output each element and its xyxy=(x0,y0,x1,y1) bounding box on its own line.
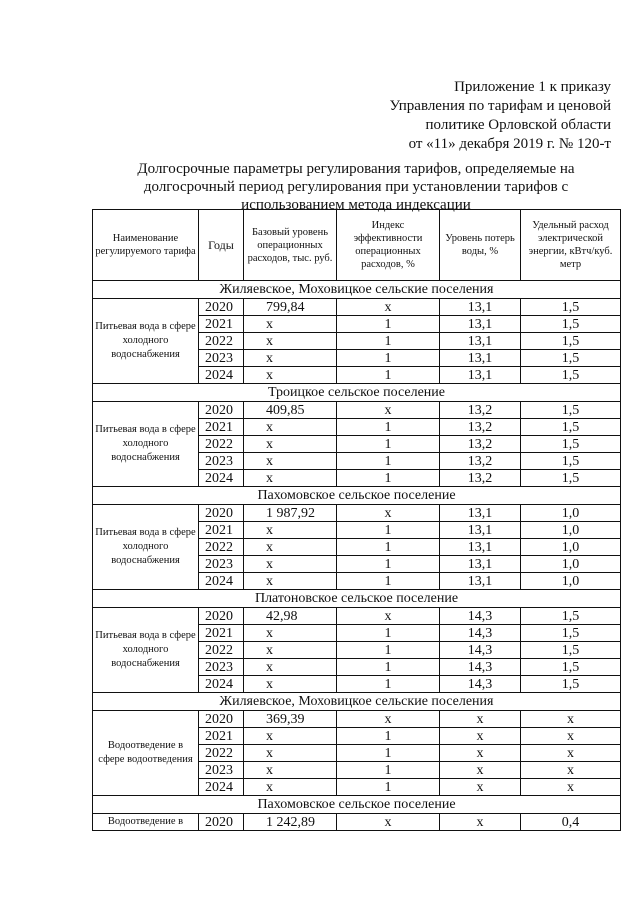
header-tariff-name: Наименование регулируемого тарифа xyxy=(93,210,199,281)
base-level-cell: х xyxy=(244,436,337,453)
document-title: Долгосрочные параметры регулирования тарифов, определяемые на долгосрочный период регулирования при установлении тарифов с использованием метода индексации xyxy=(137,161,575,213)
water-loss-cell: х xyxy=(440,779,521,796)
energy-cell: 1,5 xyxy=(521,419,621,436)
base-level-cell: х xyxy=(244,556,337,573)
section-title: Жиляевское, Моховицкое сельские поселения xyxy=(93,693,621,711)
base-level-cell: х xyxy=(244,659,337,676)
energy-cell: х xyxy=(521,728,621,745)
year-cell: 2024 xyxy=(199,779,244,796)
energy-cell: 1,5 xyxy=(521,625,621,642)
water-loss-cell: х xyxy=(440,711,521,728)
header-row xyxy=(93,210,621,281)
base-level-cell: х xyxy=(244,779,337,796)
year-cell: 2020 xyxy=(199,711,244,728)
water-loss-cell: 13,1 xyxy=(440,573,521,590)
efficiency-index-cell: 1 xyxy=(337,470,440,487)
efficiency-index-cell: 1 xyxy=(337,745,440,762)
base-level-cell: 369,39 xyxy=(244,711,337,728)
water-loss-cell: 14,3 xyxy=(440,625,521,642)
year-cell: 2022 xyxy=(199,745,244,762)
tariff-name-cell: Водоотведение в xyxy=(93,814,199,831)
energy-cell: 1,5 xyxy=(521,333,621,350)
year-cell: 2020 xyxy=(199,608,244,625)
appendix-line: политике Орловской области xyxy=(425,117,611,133)
section-title: Жиляевское, Моховицкое сельские поселения xyxy=(93,281,621,299)
energy-cell: 0,4 xyxy=(521,814,621,831)
energy-cell: 1,5 xyxy=(521,436,621,453)
year-cell: 2020 xyxy=(199,402,244,419)
efficiency-index-cell: 1 xyxy=(337,419,440,436)
efficiency-index-cell: х xyxy=(337,505,440,522)
year-cell: 2023 xyxy=(199,453,244,470)
energy-cell: х xyxy=(521,779,621,796)
efficiency-index-cell: х xyxy=(337,402,440,419)
appendix-block xyxy=(389,78,611,154)
year-cell: 2024 xyxy=(199,470,244,487)
water-loss-cell: 13,1 xyxy=(440,333,521,350)
appendix-line: Приложение 1 к приказу xyxy=(454,79,611,95)
energy-cell: 1,5 xyxy=(521,299,621,316)
year-cell: 2022 xyxy=(199,642,244,659)
water-loss-cell: 13,1 xyxy=(440,505,521,522)
water-loss-cell: х xyxy=(440,728,521,745)
year-cell: 2021 xyxy=(199,316,244,333)
appendix-line: Управления по тарифам и ценовой xyxy=(389,98,611,114)
year-cell: 2022 xyxy=(199,539,244,556)
water-loss-cell: 13,2 xyxy=(440,436,521,453)
section-header-row xyxy=(93,384,621,402)
base-level-cell: х xyxy=(244,625,337,642)
efficiency-index-cell: 1 xyxy=(337,539,440,556)
tariff-name-cell: Водоотведение в сфере водоотведения xyxy=(93,711,199,796)
efficiency-index-cell: 1 xyxy=(337,625,440,642)
water-loss-cell: 13,1 xyxy=(440,556,521,573)
energy-cell: 1,5 xyxy=(521,659,621,676)
efficiency-index-cell: 1 xyxy=(337,316,440,333)
year-cell: 2022 xyxy=(199,436,244,453)
base-level-cell: 1 242,89 xyxy=(244,814,337,831)
energy-cell: х xyxy=(521,745,621,762)
efficiency-index-cell: 1 xyxy=(337,367,440,384)
efficiency-index-cell: 1 xyxy=(337,350,440,367)
efficiency-index-cell: х xyxy=(337,711,440,728)
year-cell: 2020 xyxy=(199,505,244,522)
efficiency-index-cell: 1 xyxy=(337,333,440,350)
base-level-cell: х xyxy=(244,539,337,556)
base-level-cell: х xyxy=(244,573,337,590)
energy-cell: 1,5 xyxy=(521,350,621,367)
water-loss-cell: х xyxy=(440,814,521,831)
base-level-cell: х xyxy=(244,728,337,745)
water-loss-cell: х xyxy=(440,762,521,779)
section-title: Пахомовское сельское поселение xyxy=(93,487,621,505)
efficiency-index-cell: 1 xyxy=(337,642,440,659)
base-level-cell: х xyxy=(244,453,337,470)
section-header-row xyxy=(93,796,621,814)
tariff-name-cell: Питьевая вода в сфере холодного водоснабжения xyxy=(93,299,199,384)
efficiency-index-cell: 1 xyxy=(337,522,440,539)
energy-cell: 1,0 xyxy=(521,556,621,573)
energy-cell: 1,0 xyxy=(521,522,621,539)
water-loss-cell: 13,1 xyxy=(440,299,521,316)
efficiency-index-cell: 1 xyxy=(337,779,440,796)
base-level-cell: х xyxy=(244,676,337,693)
section-header-row xyxy=(93,590,621,608)
base-level-cell: х xyxy=(244,762,337,779)
table-row xyxy=(93,505,621,522)
efficiency-index-cell: 1 xyxy=(337,453,440,470)
appendix-line: от «11» декабря 2019 г. № 120-т xyxy=(408,136,611,152)
section-header-row xyxy=(93,693,621,711)
base-level-cell: 409,85 xyxy=(244,402,337,419)
water-loss-cell: 13,1 xyxy=(440,522,521,539)
base-level-cell: х xyxy=(244,367,337,384)
table-row xyxy=(93,814,621,831)
efficiency-index-cell: 1 xyxy=(337,762,440,779)
base-level-cell: х xyxy=(244,522,337,539)
base-level-cell: х xyxy=(244,350,337,367)
energy-cell: 1,5 xyxy=(521,367,621,384)
tariff-name-cell: Питьевая вода в сфере холодного водоснабжения xyxy=(93,608,199,693)
section-header-row xyxy=(93,487,621,505)
base-level-cell: х xyxy=(244,745,337,762)
year-cell: 2020 xyxy=(199,814,244,831)
table-row xyxy=(93,402,621,419)
header-energy-consumption: Удельный расход электрической энергии, кВтч/куб. метр xyxy=(521,210,621,281)
base-level-cell: х xyxy=(244,419,337,436)
year-cell: 2021 xyxy=(199,728,244,745)
header-base-level: Базовый уровень операционных расходов, тыс. руб. xyxy=(244,210,337,281)
water-loss-cell: 13,2 xyxy=(440,470,521,487)
water-loss-cell: 14,3 xyxy=(440,608,521,625)
base-level-cell: х xyxy=(244,470,337,487)
section-title: Троицкое сельское поселение xyxy=(93,384,621,402)
base-level-cell: 1 987,92 xyxy=(244,505,337,522)
section-title: Платоновское сельское поселение xyxy=(93,590,621,608)
water-loss-cell: 14,3 xyxy=(440,676,521,693)
base-level-cell: х xyxy=(244,333,337,350)
water-loss-cell: 13,1 xyxy=(440,316,521,333)
header-efficiency-index: Индекс эффективности операционных расходов, % xyxy=(337,210,440,281)
year-cell: 2024 xyxy=(199,367,244,384)
year-cell: 2023 xyxy=(199,350,244,367)
year-cell: 2021 xyxy=(199,419,244,436)
year-cell: 2024 xyxy=(199,676,244,693)
section-header-row xyxy=(93,281,621,299)
base-level-cell: х xyxy=(244,316,337,333)
energy-cell: 1,5 xyxy=(521,642,621,659)
energy-cell: 1,5 xyxy=(521,316,621,333)
year-cell: 2021 xyxy=(199,625,244,642)
tariff-parameters-table xyxy=(92,209,621,831)
water-loss-cell: 13,1 xyxy=(440,539,521,556)
water-loss-cell: 14,3 xyxy=(440,642,521,659)
year-cell: 2024 xyxy=(199,573,244,590)
water-loss-cell: х xyxy=(440,745,521,762)
efficiency-index-cell: 1 xyxy=(337,728,440,745)
table-row xyxy=(93,299,621,316)
water-loss-cell: 13,2 xyxy=(440,453,521,470)
energy-cell: 1,5 xyxy=(521,453,621,470)
energy-cell: 1,0 xyxy=(521,573,621,590)
efficiency-index-cell: 1 xyxy=(337,659,440,676)
tariff-name-cell: Питьевая вода в сфере холодного водоснабжения xyxy=(93,505,199,590)
water-loss-cell: 13,2 xyxy=(440,419,521,436)
tariff-name-cell: Питьевая вода в сфере холодного водоснабжения xyxy=(93,402,199,487)
energy-cell: 1,5 xyxy=(521,402,621,419)
energy-cell: 1,0 xyxy=(521,505,621,522)
year-cell: 2023 xyxy=(199,556,244,573)
efficiency-index-cell: х xyxy=(337,299,440,316)
energy-cell: 1,5 xyxy=(521,676,621,693)
year-cell: 2023 xyxy=(199,762,244,779)
efficiency-index-cell: 1 xyxy=(337,436,440,453)
water-loss-cell: 13,1 xyxy=(440,367,521,384)
table-row xyxy=(93,711,621,728)
energy-cell: х xyxy=(521,711,621,728)
header-water-loss: Уровень потерь воды, % xyxy=(440,210,521,281)
energy-cell: х xyxy=(521,762,621,779)
year-cell: 2021 xyxy=(199,522,244,539)
water-loss-cell: 13,2 xyxy=(440,402,521,419)
water-loss-cell: 13,1 xyxy=(440,350,521,367)
table-row xyxy=(93,608,621,625)
year-cell: 2023 xyxy=(199,659,244,676)
header-years: Годы xyxy=(199,210,244,281)
efficiency-index-cell: 1 xyxy=(337,676,440,693)
base-level-cell: 42,98 xyxy=(244,608,337,625)
water-loss-cell: 14,3 xyxy=(440,659,521,676)
energy-cell: 1,0 xyxy=(521,539,621,556)
energy-cell: 1,5 xyxy=(521,470,621,487)
base-level-cell: 799,84 xyxy=(244,299,337,316)
year-cell: 2022 xyxy=(199,333,244,350)
efficiency-index-cell: х xyxy=(337,608,440,625)
efficiency-index-cell: 1 xyxy=(337,556,440,573)
efficiency-index-cell: х xyxy=(337,814,440,831)
year-cell: 2020 xyxy=(199,299,244,316)
energy-cell: 1,5 xyxy=(521,608,621,625)
efficiency-index-cell: 1 xyxy=(337,573,440,590)
base-level-cell: х xyxy=(244,642,337,659)
section-title: Пахомовское сельское поселение xyxy=(93,796,621,814)
